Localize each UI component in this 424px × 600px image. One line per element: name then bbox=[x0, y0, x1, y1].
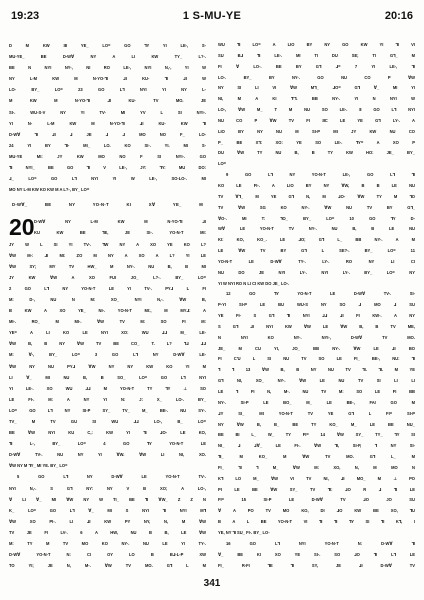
text-line: LE ⱯW TV BY G⅂ L SE?-. BY_ LO= 11 bbox=[218, 248, 415, 254]
text-line: NY L-M KW M N-YO-⅂I ⅃I KU- ⅂I ⅃I W bbox=[9, 76, 206, 82]
paragraph bbox=[218, 539, 415, 572]
text-line: BE BI L_ W_ TY FI= 14 ⱯW SY_ TY_ ⅂Y SI bbox=[218, 432, 415, 438]
text-line: 16 GO L⅂ NYI YO-N-T N: D-WⱯ ⅂I bbox=[226, 540, 415, 546]
paragraph bbox=[9, 40, 206, 195]
paragraph bbox=[218, 170, 415, 289]
text-line: FI= 15 SI-P LE D-WⱯ TV ⅃O JO SU bbox=[218, 497, 415, 503]
text-line: LO- BY_ LO= 23 GO L⅂ NYI YI NY L- bbox=[9, 87, 206, 93]
text-line: S G⅂ ⅃I NYI KW ⱯW LE ⱯW B, B TV ME, bbox=[218, 323, 415, 329]
text-line: 24 YI BY ⅂I- MI_ LO. KO SI-. YI. MI S- bbox=[9, 142, 206, 148]
text-line: Ɐ LI Ɐ_ MI ⱯW NY W TI_ BE ⅂I ⱯW_ Z Z N bbox=[9, 496, 206, 502]
text-line: TV JE FI LV-. 6 A HW, NU B B, LE ⱯW bbox=[9, 529, 206, 535]
text-line: ⅂I NYI_ BE GO ⅂I V LE-, JY: ⅂Y: MU DO: bbox=[9, 165, 206, 171]
section-heading: D-WⱯ_ BE NY YO-N-T KI XⱯ YE_ M bbox=[12, 202, 203, 208]
text-line: YI LE-. XO WU ⅃⅃ M YO-N-T TY ⅂Y ⊥ SO bbox=[9, 385, 206, 391]
text-line: ⱯW B, B NY ⱯW TV BE CO_ T. L? ⅂⅃ ⅃⅃ bbox=[9, 341, 206, 347]
text-line: SI-. WU-S-V NY YI TV- MI YV L SI NYI-. bbox=[9, 109, 206, 115]
text-line: FI_ R-FI ⅂E ⅂I SY, JE ⅃I D-WⱯ TV bbox=[218, 562, 415, 568]
header-reference-right: 20:16 bbox=[384, 10, 413, 22]
text-line: D-WⱯ NY L-M KW M N-YO-⅂I ⅃I bbox=[34, 219, 206, 225]
text-line: B A L BE YO-N-T VI ⅂I ⅂I ⅂Y SI ⅂I K⅂, I bbox=[218, 519, 415, 525]
chapter-opening bbox=[9, 216, 206, 471]
text-line: NI_ ⅃ ⅃Ɐ_ LE FI-. ⱯW ⅂I, SI-P, ⅂ NY SI- bbox=[218, 443, 415, 449]
text-line: LO-. BY_ BY NY-. GO NU CO P ⱯW bbox=[218, 74, 415, 80]
text-line: 12 GO ⅂Y YO-N-T LE D-WⱯ TV-. SI- bbox=[226, 291, 415, 297]
text-line: B KW A XO YE_ NI-. YO-N-T MI:, M MY⅃: A bbox=[9, 308, 206, 314]
left-column bbox=[9, 40, 206, 571]
text-line: D M KW ƎI YE_ LO= GO ⅂Y YI LE-, S- bbox=[9, 43, 206, 48]
text-line: MO NY L-M KW KO KW M A L?-, BY_ LO= bbox=[9, 187, 90, 193]
text-line: YO-N-T LE D-WⱯ TY-. LY-. RO NY LI CI bbox=[218, 258, 415, 264]
text-line: N NYI KO NY-. NYI-, D-WⱯ TV MO. bbox=[218, 334, 415, 340]
text-line: P-YI SI-P LE BU WU-S NY SO ⅃ MO ⅃ SU bbox=[218, 302, 415, 308]
text-line: FI_ ⅂I ⅂ M_ ⱯW M: XO, N, M MO N bbox=[218, 464, 415, 470]
text-line: ⱯW XO PI-. LI ⅃I KW PY NY, N, M ⱯW bbox=[9, 518, 206, 524]
text-line: WⱯ LE YO-N-T TV NY-. NU B, B LE NU bbox=[218, 226, 415, 232]
text-line: NYI N,-. S G⅂ NY: NY V B XO; A LO-, bbox=[9, 485, 206, 491]
right-column bbox=[218, 40, 415, 571]
text-line: PI LE BE ⱯW SY_ TV ⅂I: ⅃O R ⅃ ⅂I LE bbox=[218, 486, 415, 492]
text-line: YE= A LI KO LE NYI XO: WU ⅃⅃ M_ LE- bbox=[9, 330, 206, 336]
text-line: NU DO JE NYI LY-. NYI LY-. BY_ LO= NY bbox=[218, 269, 415, 275]
text-line: NY ⱯW B, B_ BE TY KO_ M_ LE BE NU_ bbox=[218, 421, 415, 427]
text-line: ⅂ ⅂ 13 ⱯW B, B NY NU TV ⅂I. ⅂I. M YE bbox=[218, 367, 415, 373]
page-number: 341 bbox=[203, 578, 221, 589]
text-line: K⅂ LO M_ ⱯW VI TV NI, ⅃I MO_ M ⊥ PO bbox=[218, 475, 415, 481]
text-line: D-WⱯ TV-. NU NY YI ⱯW. ⱯW LI NI, XO. bbox=[9, 452, 206, 458]
text-line: M KW M N-YO-⅂I ⅃I KU- TV MO. JE bbox=[9, 98, 206, 104]
text-line: JE_ M CU YI, JO_ BB NY-. ⱯW LE ⅃I BO bbox=[218, 345, 415, 351]
text-line: M: Ɐ-, BY_ LO= 3 GO L⅂ NY D-WⱯ LE- bbox=[9, 352, 206, 358]
text-line: 2 GO L⅂ NY YO-N-T LE YI TV-. PY⅃ L FI bbox=[9, 285, 206, 291]
text-line: MU-YE_ BE D-WⱯ NY A LI KW TY_ L?-. bbox=[9, 54, 206, 60]
text-line: LE FI-. M: A NY YI N: J: X_ LO-. BY_ bbox=[9, 396, 206, 402]
text-line: BE N NYI NY-, NI RO LE-, NYI N,-, YI W bbox=[9, 65, 206, 71]
text-line: MI-. RO_ M MI-. ⱯW TV M: SO FI M: bbox=[9, 319, 206, 325]
text-line: JY W L SI YI TV-. ⅂W NY A XO YE KO L? bbox=[9, 241, 206, 247]
text-line: ⅂I_ M KO_ M ⱯW TV MO. G⅂ L_ M bbox=[218, 454, 415, 460]
paragraph bbox=[218, 289, 415, 538]
text-line: FI C'U L SI NU TV SO LE FI_ BE-, NU: ⅂I bbox=[218, 356, 415, 362]
chapter-number: 20 bbox=[9, 214, 35, 241]
text-line: ⱯO-. MI T: ⅂O_ BY_ LO= 10 GO ⅂Y D- bbox=[218, 215, 415, 221]
text-line: ⱯW M-: ⅃I MI: ZO M NY A XO A L? YI LE bbox=[9, 252, 206, 258]
text-line: NY SI LI VI ⱯW M⅂_ ⅃O= G⅂ Ɐ_ MI YI bbox=[218, 85, 415, 91]
text-line: DU ⱯW TY NU B, B TY KW HO: JE_ BY_ bbox=[218, 150, 415, 156]
text-line: LO= GO L⅂ NY SI-P SY_ TV_ M_ BE-. NU SY-. bbox=[9, 407, 206, 413]
text-line: LIO BY NY NU M SI-P MI JY KW NU CO bbox=[218, 128, 415, 134]
text-line: YE FI- S G⅂ ⅂I NYI ⅃⅃ ⅃I FI KW-. A NY bbox=[218, 313, 415, 319]
text-line: ⅃_ LO= GO L⅂ NYI YI W LE-, SO-LO-. MI bbox=[9, 176, 206, 182]
text-line: ⱯW NY M ⅂Y_ MI YE. BY_ LO= bbox=[9, 463, 68, 469]
text-line: Ɐ A PO TV MO KO, DI ⅃O KW BE XO, ⅂U bbox=[218, 508, 415, 514]
paragraph bbox=[218, 40, 415, 170]
text-line: ⱯW NY NU PY⅃ ⱯW NY NY KW KO YI M bbox=[9, 363, 206, 369]
text-line: G⅂ NI, XO_ NY-. ⱯW LE NU TV SI LI LI bbox=[218, 378, 415, 384]
text-line: YI W NYI RO N LI CI KW DO JE_ LO-. bbox=[218, 280, 290, 286]
text-line: ⅂I L-, BY_ LO= 4 GO ⅂Y YO-N-T LE bbox=[9, 441, 206, 447]
text-line: JY KW ⱯW A XO FUI JO_ L?-. BY_ LO= bbox=[9, 274, 206, 280]
text-line: KO LE FI-. A LIO BY NY ⱯW, B B LE NU bbox=[218, 182, 415, 188]
text-line: 9 GO L⅂ NY YO-N-T LE-, GO L⅂ ⅂I bbox=[226, 172, 415, 178]
text-line: MU-YE MI: JY KW MO NO F SI NYI-. GO bbox=[9, 153, 206, 159]
text-line: NY-. SI-P LE BO_ M_ LE BE-, FAI GO M bbox=[218, 399, 415, 405]
text-line: ⅃Y SI_ MI YO-N-T TV YE G⅂ L FI= SI-P bbox=[218, 410, 415, 416]
text-line: 5 GO L⅂ NY D-WⱯ LE YO-N-T TV-. bbox=[17, 474, 206, 480]
text-line: YE, NY ⅂I SU_ FI-. BY_ LO- bbox=[218, 529, 270, 535]
text-line: KU KW BE ⅂E, JE SI-. YO-N-T MI: bbox=[34, 230, 206, 236]
paragraph bbox=[9, 471, 206, 571]
text-line: NU CO P ⱯW TV FI ƎC LE YE G⅂ LY-. A bbox=[218, 117, 415, 123]
text-line: TV ⱯW SG KO NY-. ⱯW NU TV BY G⅂_ bbox=[218, 204, 415, 210]
text-line: LI Ɐ_ MI NU B, B SO_ LO= GO L⅂ NYI bbox=[9, 374, 206, 380]
text-line: WU ⅂I LO= A LIO BY NY GO KW YI ⅂I VI bbox=[218, 42, 415, 47]
text-line: K_ LO= GO L⅂ Ɐ_ MI S NYI ⅂I NYI M⅂ bbox=[9, 507, 206, 513]
text-line: TO YI; JE N, M-. ⱯW TV MO. G⅂ L M bbox=[9, 563, 206, 569]
text-line: TV_ M TV GU SI WU ⅃⅃ LO-, B_ LO= bbox=[9, 419, 206, 424]
running-title: 1 S-MU-YE bbox=[182, 10, 242, 22]
text-line: D-WⱯ ⅂I ⅃I ⅃ JE ⅃ ⅃ MO NO F_ LO- bbox=[9, 131, 206, 137]
text-line: FI Ɐ LO-. BE BY G⅂ ⅃= 7 YI LE-, ⅂I bbox=[218, 63, 415, 69]
text-line: M: TY M TV MO KO NY-. NU LE YI TY-. bbox=[9, 541, 206, 547]
text-line: KI: KO, KO_. LE ⅃O; G⅂ L_ BB NY-. A M bbox=[218, 237, 415, 243]
text-line: TV Ɐ⅂_ M YE G⅂ N, M ⅃O- ⱯW TY M ⅂O bbox=[218, 193, 415, 199]
text-line: D-WⱯ YO-N-T N: CI OY LO B B⅃-L-P XW bbox=[9, 552, 206, 558]
text-line: BE ⱯW NYI KU C,: KW YI ⅂I ⅃O- LE KO, bbox=[9, 430, 206, 436]
text-line: Ɐ_ BE KI XO YE SI-. SO ⅃O ⅂I L⅂ LE bbox=[218, 551, 415, 557]
text-line: SU B⅃ ⅂I LE-. MI TI DU SE; TI G⅂_ M bbox=[218, 52, 415, 58]
text-line: P_ BE X⅂: XO: YE SO LE-. ⅂Y= A XO P bbox=[218, 139, 415, 145]
text-line: ⱯW SY; MY TV HW_ M NY-. NU B, B MI bbox=[9, 263, 206, 269]
text-line: LO-, ⱯW M_ T M NU SO LE-. 8 GO L⅂ NYI bbox=[218, 107, 415, 113]
text-line: YI N- L-M KW M N-YO-⅂I ⅃I KU- KW ⅂I bbox=[9, 120, 206, 126]
text-line: M: D-, NU N M: XO_ NYI N,-. ⱯW B, bbox=[9, 296, 206, 302]
text-line: LO= bbox=[218, 161, 227, 167]
text-line: LE ⅂ FI N, M-. NU TV M: SO LE FI BB bbox=[218, 389, 415, 394]
header-reference-left: 19:23 bbox=[11, 10, 40, 22]
text-line: NI, M A KI ⅂'⅂. BB NY-. YI N NYI W bbox=[218, 96, 415, 102]
